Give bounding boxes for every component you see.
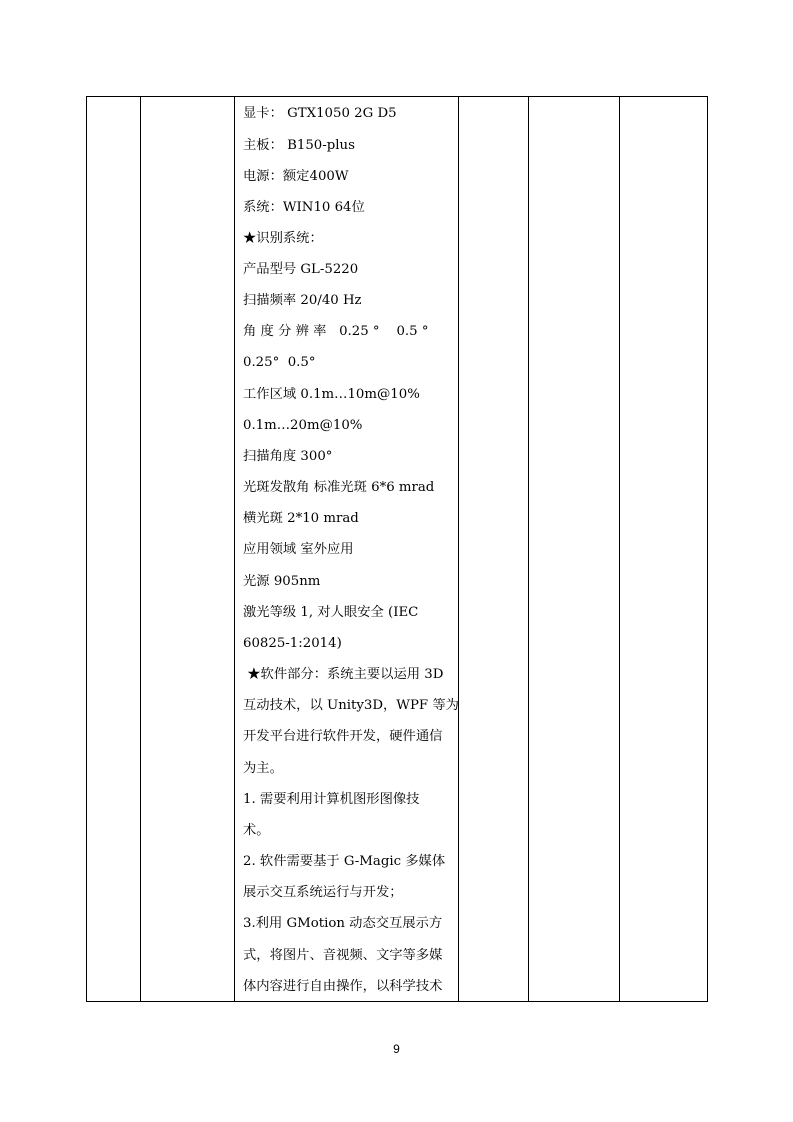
spec-line: 3.利用 GMotion 动态交互展示方 — [243, 916, 443, 931]
spec-line: 显卡： GTX1050 2G D5 — [243, 106, 397, 121]
spec-line: 60825-1:2014) — [243, 636, 342, 651]
spec-line: 体内容进行自由操作，以科学技术 — [243, 979, 443, 994]
page-number: 9 — [393, 1042, 400, 1056]
spec-line: 工作区域 0.1m…10m@10% — [243, 387, 420, 402]
spec-line: 光斑发散角 标准光斑 6*6 mrad — [243, 480, 435, 495]
column-divider-4 — [528, 97, 529, 1001]
column-divider-2 — [234, 97, 235, 1001]
spec-line: 电源：额定400W — [243, 169, 349, 184]
spec-line: 系统：WIN10 64位 — [243, 200, 365, 215]
spec-line: 2. 软件需要基于 G-Magic 多媒体 — [243, 854, 446, 869]
spec-line: 1. 需要利用计算机图形图像技 — [243, 792, 420, 807]
spec-line: 横光斑 2*10 mrad — [243, 511, 359, 526]
spec-line: 0.25° 0.5° — [243, 355, 316, 370]
spec-line: ★识别系统： — [243, 231, 323, 246]
spec-line: 角 度 分 辨 率 0.25 ° 0.5 ° — [243, 324, 429, 339]
spec-line: 为主。 — [243, 761, 283, 776]
column-divider-3 — [458, 97, 459, 1001]
spec-line: 光源 905nm — [243, 574, 321, 589]
spec-line: 主板： B150-plus — [243, 138, 355, 153]
spec-line: ★软件部分：系统主要以运用 3D — [243, 667, 444, 682]
spec-line: 激光等级 1, 对人眼安全 (IEC — [243, 605, 419, 620]
spec-line: 扫描频率 20/40 Hz — [243, 293, 362, 308]
spec-line: 应用领域 室外应用 — [243, 542, 354, 557]
spec-line: 产品型号 GL-5220 — [243, 262, 359, 277]
spec-line: 开发平台进行软件开发，硬件通信 — [243, 729, 443, 744]
spec-table — [86, 96, 708, 1002]
spec-line: 0.1m…20m@10% — [243, 418, 363, 433]
column-divider-1 — [140, 97, 141, 1001]
column-divider-5 — [619, 97, 620, 1001]
spec-line: 展示交互系统运行与开发； — [243, 885, 403, 900]
spec-line: 术。 — [243, 823, 270, 838]
spec-line: 扫描角度 300° — [243, 449, 333, 464]
spec-line: 互动技术，以 Unity3D，WPF 等为 — [243, 698, 459, 713]
spec-line: 式，将图片、音视频、文字等多媒 — [243, 948, 443, 963]
